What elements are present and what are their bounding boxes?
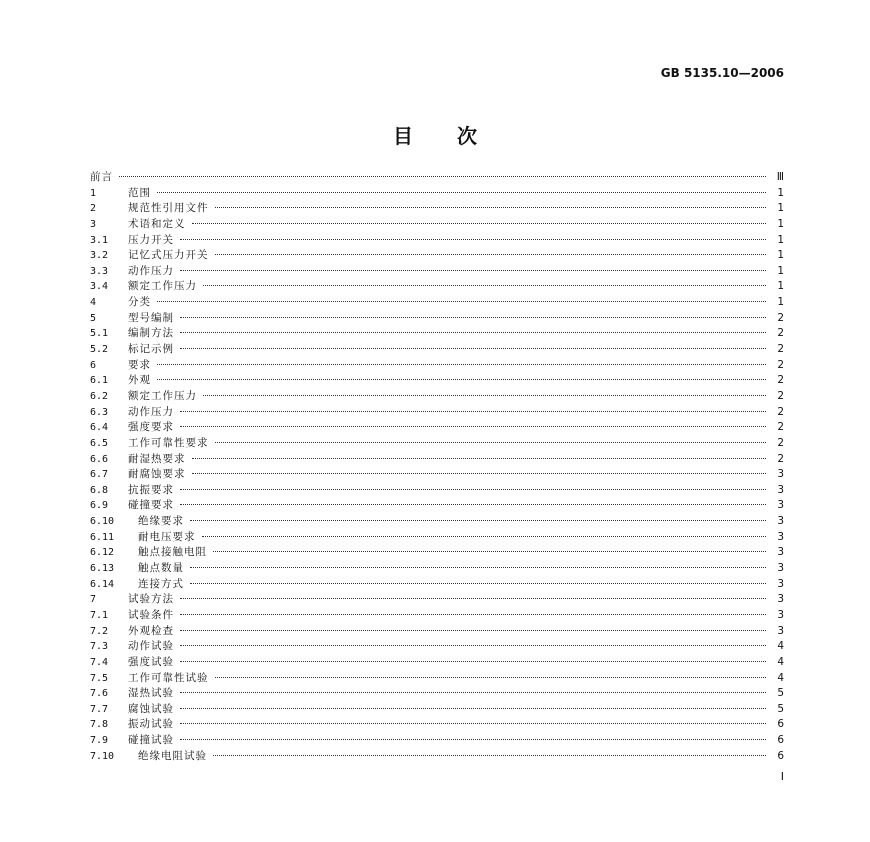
toc-entry-page: 2	[777, 389, 784, 402]
toc-entry-page: 4	[777, 671, 784, 684]
toc-entry[interactable]	[90, 358, 784, 374]
toc-entry[interactable]	[90, 389, 784, 405]
toc-entry-page: Ⅲ	[776, 171, 784, 183]
toc-entry-number: 1	[90, 187, 97, 199]
dot-leader	[180, 239, 766, 240]
dot-leader	[215, 442, 767, 443]
toc-entry[interactable]	[90, 530, 784, 546]
toc-entry-title: 额定工作压力	[128, 280, 197, 293]
dot-leader	[157, 364, 766, 365]
toc-entry-title: 型号编制	[128, 311, 174, 324]
toc-entry-page: 2	[777, 358, 784, 371]
dot-leader	[180, 504, 766, 505]
dot-leader	[203, 285, 766, 286]
dot-leader	[180, 332, 766, 333]
toc-entry-title: 试验方法	[128, 593, 174, 606]
toc-entry-number: 7.2	[90, 625, 109, 637]
toc-entry-number: 6.10	[90, 516, 115, 528]
toc-entry-page: 3	[777, 624, 784, 637]
toc-entry-page: 6	[777, 734, 784, 747]
toc-entry-title: 触点数量	[138, 562, 184, 575]
toc-entry-title: 耐电压要求	[138, 530, 196, 543]
toc-entry-title: 碰撞试验	[128, 734, 174, 747]
toc-entry-number: 6.13	[90, 563, 115, 575]
dot-leader	[119, 176, 766, 177]
toc-entry-page: 1	[777, 296, 784, 309]
dot-leader	[157, 379, 766, 380]
toc-entry-title: 编制方法	[128, 327, 174, 340]
toc-entry-number: 7.7	[90, 703, 109, 715]
toc-entry[interactable]	[90, 717, 784, 733]
toc-entry-title: 术语和定义	[128, 217, 186, 230]
toc-entry-title: 动作压力	[128, 264, 174, 277]
toc-entry-number: 6.2	[90, 390, 109, 402]
toc-entry[interactable]	[90, 217, 784, 233]
toc-entry-title: 连接方式	[138, 577, 184, 590]
toc-entry-title: 试验条件	[128, 608, 174, 621]
toc-entry[interactable]	[90, 483, 784, 499]
toc-entry[interactable]	[90, 733, 784, 749]
dot-leader	[180, 270, 766, 271]
toc-entry-number: 4	[90, 297, 97, 309]
toc-entry-number: 7.9	[90, 735, 109, 747]
toc-entry[interactable]	[90, 279, 784, 295]
toc-entry[interactable]	[90, 342, 784, 358]
toc-entry[interactable]	[90, 373, 784, 389]
toc-entry-page: 1	[777, 280, 784, 293]
toc-entry-title: 标记示例	[128, 343, 174, 356]
table-of-contents	[90, 170, 784, 764]
toc-entry[interactable]	[90, 186, 784, 202]
toc-entry-page: 4	[777, 640, 784, 653]
toc-entry-number: 7.1	[90, 609, 109, 621]
toc-entry-title: 工作可靠性试验	[128, 671, 209, 684]
toc-entry-number: 6	[90, 359, 97, 371]
toc-entry-page: 3	[777, 546, 784, 559]
toc-entry-page: 3	[777, 468, 784, 481]
dot-leader	[180, 614, 766, 615]
dot-leader	[180, 348, 766, 349]
toc-entry-title: 范围	[128, 186, 151, 199]
toc-entry[interactable]	[90, 326, 784, 342]
dot-leader	[180, 317, 766, 318]
dot-leader	[157, 301, 766, 302]
toc-entry-title: 腐蚀试验	[128, 702, 174, 715]
toc-entry[interactable]	[90, 201, 784, 217]
page-title	[0, 120, 870, 149]
toc-entry-number: 5.1	[90, 328, 109, 340]
toc-entry-page: 3	[777, 499, 784, 512]
toc-entry-number: 7.10	[90, 750, 115, 762]
toc-entry[interactable]	[90, 233, 784, 249]
toc-entry-page: 3	[777, 577, 784, 590]
dot-leader	[190, 520, 766, 521]
toc-entry-number: 6.9	[90, 500, 109, 512]
dot-leader	[203, 395, 766, 396]
toc-entry-number: 6.11	[90, 531, 115, 543]
toc-entry-title: 外观检查	[128, 624, 174, 637]
toc-entry-number: 7.3	[90, 641, 109, 653]
toc-entry-page: 2	[777, 343, 784, 356]
toc-entry-page: 2	[777, 436, 784, 449]
toc-entry-title: 耐腐蚀要求	[128, 468, 186, 481]
toc-entry-page: 1	[777, 233, 784, 246]
toc-entry-number: 7.5	[90, 672, 109, 684]
toc-entry-page: 1	[777, 186, 784, 199]
standard-code: GB 5135.10—2006	[660, 66, 784, 80]
toc-entry-number: 2	[90, 203, 97, 215]
toc-entry-title: 规范性引用文件	[128, 202, 209, 215]
toc-entry-number: 7.6	[90, 688, 109, 700]
dot-leader	[213, 755, 766, 756]
toc-entry-page: 2	[777, 405, 784, 418]
dot-leader	[213, 551, 766, 552]
toc-entry-title: 记忆式压力开关	[128, 249, 209, 262]
dot-leader	[180, 426, 766, 427]
toc-entry[interactable]	[90, 514, 784, 530]
toc-entry-page: 1	[777, 264, 784, 277]
toc-entry-number: 6.3	[90, 406, 109, 418]
toc-entry-page: 6	[777, 718, 784, 731]
dot-leader	[180, 723, 766, 724]
toc-entry[interactable]	[90, 248, 784, 264]
toc-entry-page: 1	[777, 217, 784, 230]
toc-entry[interactable]	[90, 561, 784, 577]
toc-entry-page: 3	[777, 483, 784, 496]
toc-entry[interactable]	[90, 498, 784, 514]
toc-entry-number: 7.8	[90, 719, 109, 731]
dot-leader	[215, 677, 767, 678]
toc-entry-number: 5	[90, 312, 97, 324]
toc-entry-page: 3	[777, 593, 784, 606]
toc-entry[interactable]	[90, 702, 784, 718]
toc-entry-title: 绝缘电阻试验	[138, 749, 207, 762]
dot-leader	[180, 661, 766, 662]
toc-entry-title: 触点接触电阻	[138, 546, 207, 559]
title-char-1: 目	[393, 124, 413, 148]
dot-leader	[157, 192, 766, 193]
dot-leader	[180, 692, 766, 693]
toc-entry-page: 3	[777, 530, 784, 543]
toc-entry[interactable]	[90, 639, 784, 655]
toc-entry-title: 动作试验	[128, 640, 174, 653]
toc-entry-title: 强度要求	[128, 421, 174, 434]
toc-entry-page: 1	[777, 249, 784, 262]
toc-entry-number: 3.1	[90, 234, 109, 246]
dot-leader	[192, 223, 767, 224]
toc-entry[interactable]	[90, 405, 784, 421]
dot-leader	[180, 708, 766, 709]
dot-leader	[180, 739, 766, 740]
toc-entry-number: 3	[90, 218, 97, 230]
toc-entry-title: 强度试验	[128, 655, 174, 668]
toc-entry-title: 碰撞要求	[128, 499, 174, 512]
dot-leader	[190, 583, 766, 584]
toc-entry-number: 6.8	[90, 484, 109, 496]
toc-entry-number: 6.14	[90, 578, 115, 590]
toc-entry-page: 3	[777, 608, 784, 621]
dot-leader	[190, 567, 766, 568]
toc-entry-title: 分类	[128, 296, 151, 309]
toc-entry[interactable]	[90, 671, 784, 687]
toc-entry-page: 2	[777, 374, 784, 387]
dot-leader	[202, 536, 767, 537]
toc-entry-page: 3	[777, 515, 784, 528]
dot-leader	[192, 458, 767, 459]
toc-entry[interactable]	[90, 436, 784, 452]
toc-entry[interactable]	[90, 170, 784, 186]
dot-leader	[180, 630, 766, 631]
toc-entry-title: 工作可靠性要求	[128, 436, 209, 449]
dot-leader	[180, 489, 766, 490]
toc-entry-number: 6.5	[90, 437, 109, 449]
toc-entry[interactable]	[90, 545, 784, 561]
toc-entry[interactable]	[90, 577, 784, 593]
toc-entry-number: 6.6	[90, 453, 109, 465]
page-number: I	[780, 770, 784, 783]
toc-entry-number: 6.7	[90, 469, 109, 481]
toc-entry-page: 5	[777, 687, 784, 700]
toc-entry-title: 湿热试验	[128, 687, 174, 700]
toc-entry-title: 压力开关	[128, 233, 174, 246]
toc-entry-page: 2	[777, 311, 784, 324]
toc-entry-title: 振动试验	[128, 718, 174, 731]
toc-entry-page: 5	[777, 702, 784, 715]
toc-entry-page: 6	[777, 749, 784, 762]
toc-entry-title: 绝缘要求	[138, 515, 184, 528]
toc-entry[interactable]	[90, 655, 784, 671]
toc-entry-title: 耐湿热要求	[128, 452, 186, 465]
toc-entry-page: 1	[777, 202, 784, 215]
toc-entry-title: 抗振要求	[128, 483, 174, 496]
dot-leader	[215, 207, 767, 208]
title-char-2: 次	[457, 124, 477, 148]
toc-entry-number: 3.4	[90, 281, 109, 293]
toc-entry[interactable]	[90, 295, 784, 311]
toc-entry[interactable]	[90, 264, 784, 280]
toc-entry[interactable]	[90, 311, 784, 327]
dot-leader	[180, 411, 766, 412]
toc-entry[interactable]	[90, 608, 784, 624]
toc-entry[interactable]	[90, 467, 784, 483]
toc-entry-page: 2	[777, 327, 784, 340]
toc-entry-title: 外观	[128, 374, 151, 387]
toc-entry-page: 4	[777, 655, 784, 668]
toc-entry-title: 要求	[128, 358, 151, 371]
toc-entry-page: 2	[777, 452, 784, 465]
toc-entry-title: 前言	[90, 171, 113, 183]
dot-leader	[180, 645, 766, 646]
toc-entry-number: 7.4	[90, 656, 109, 668]
toc-entry-number: 6.4	[90, 422, 109, 434]
toc-entry-number: 5.2	[90, 344, 109, 356]
toc-entry-number: 3.2	[90, 250, 109, 262]
toc-entry-number: 7	[90, 594, 97, 606]
dot-leader	[180, 598, 766, 599]
toc-entry-number: 6.12	[90, 547, 115, 559]
toc-entry-title: 动作压力	[128, 405, 174, 418]
toc-entry-number: 6.1	[90, 375, 109, 387]
toc-entry[interactable]	[90, 624, 784, 640]
toc-entry-title: 额定工作压力	[128, 389, 197, 402]
dot-leader	[192, 473, 767, 474]
toc-entry-page: 2	[777, 421, 784, 434]
toc-entry[interactable]	[90, 452, 784, 468]
toc-entry[interactable]	[90, 592, 784, 608]
toc-entry-number: 3.3	[90, 265, 109, 277]
dot-leader	[215, 254, 767, 255]
toc-entry-page: 3	[777, 562, 784, 575]
toc-entry[interactable]	[90, 749, 784, 765]
toc-entry[interactable]	[90, 420, 784, 436]
toc-entry[interactable]	[90, 686, 784, 702]
